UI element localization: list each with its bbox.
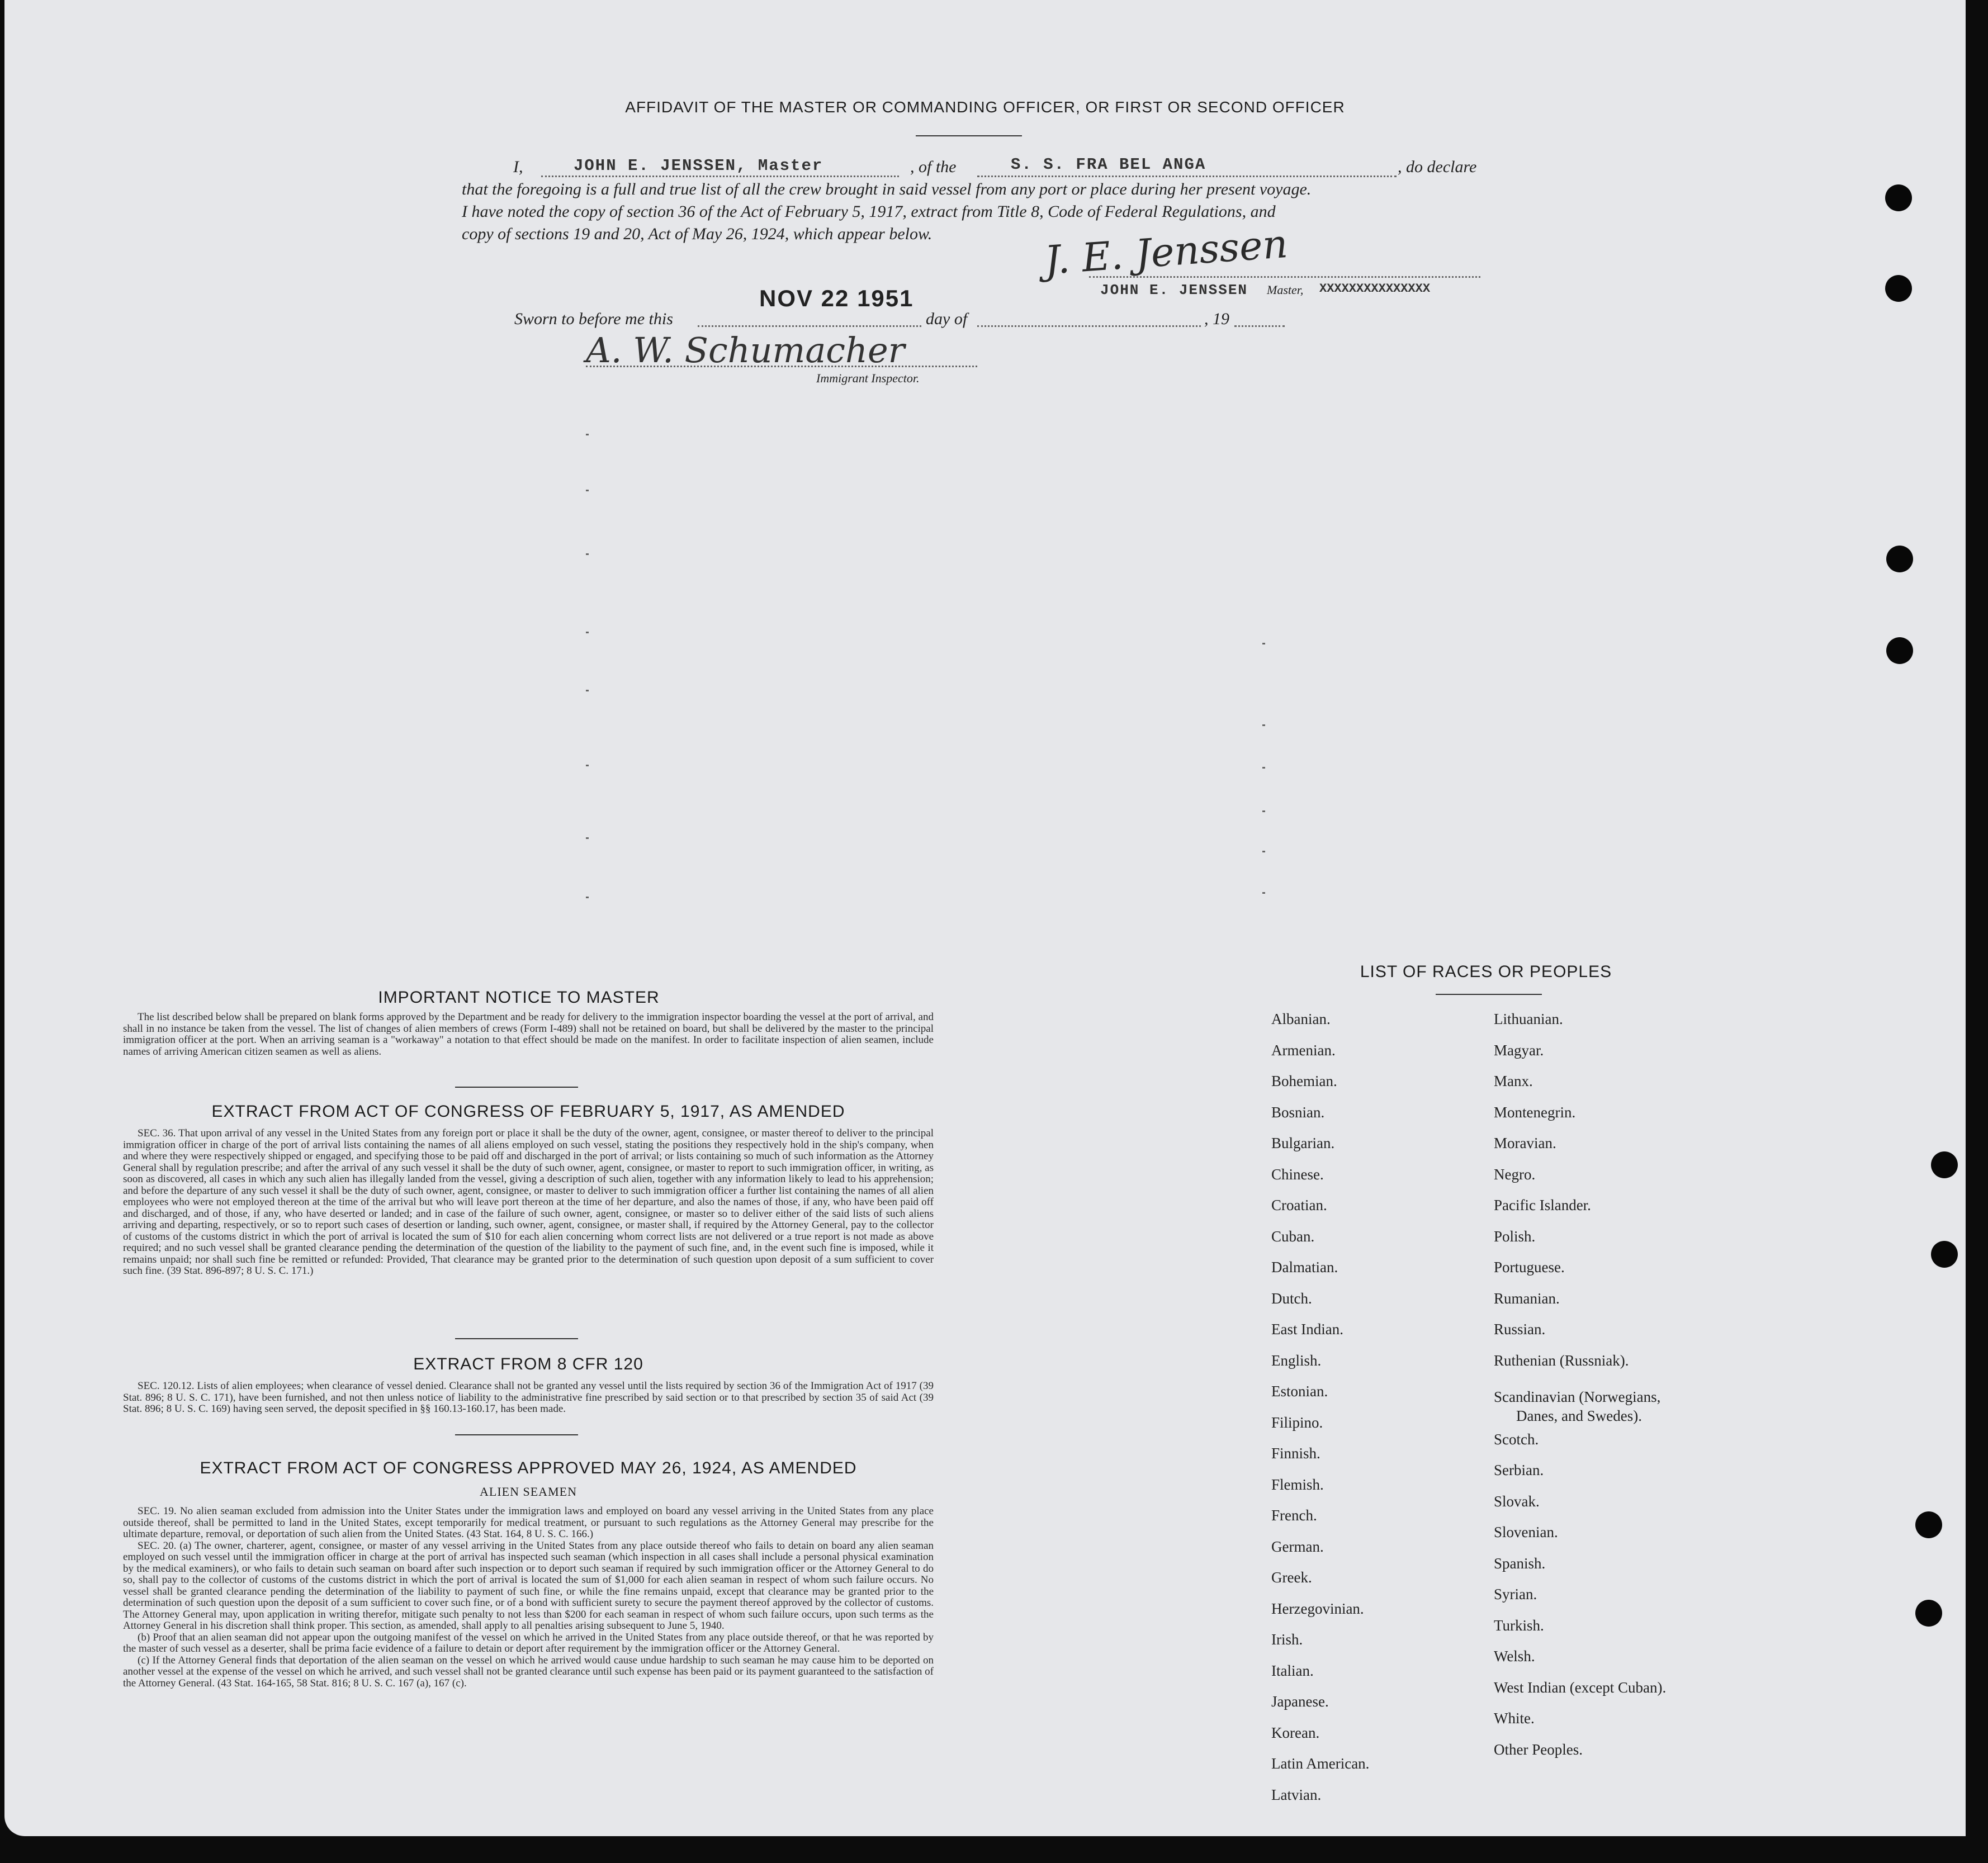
sworn-day-underline <box>698 325 921 327</box>
race-item: Lithuanian. <box>1494 1011 1563 1027</box>
scan-speck <box>1262 851 1265 852</box>
sworn-label: Sworn to before me this <box>514 310 673 328</box>
race-item: Negro. <box>1494 1166 1536 1183</box>
binder-hole <box>1915 1600 1942 1627</box>
race-item: Serbian. <box>1494 1462 1544 1478</box>
document-page <box>4 0 1966 1836</box>
race-item: Moravian. <box>1494 1135 1556 1151</box>
extract-cfr-title: EXTRACT FROM 8 CFR 120 <box>413 1355 643 1373</box>
master-signature: J. E. Jenssen <box>1043 220 1289 284</box>
signature-underline <box>1089 276 1480 278</box>
race-item: Rumanian. <box>1494 1290 1560 1307</box>
year-label: , 19 <box>1204 310 1229 328</box>
races-divider <box>1436 994 1542 995</box>
section-divider <box>455 1434 578 1435</box>
race-item: Dalmatian. <box>1271 1259 1338 1276</box>
title-divider <box>916 135 1022 136</box>
i-label: I, <box>513 158 523 176</box>
race-item: Manx. <box>1494 1073 1533 1089</box>
race-item: Pacific Islander. <box>1494 1197 1591 1213</box>
inspector-signature: A. W. Schumacher <box>586 330 905 371</box>
race-item: Welsh. <box>1494 1648 1535 1665</box>
race-item: Korean. <box>1271 1724 1320 1741</box>
inspector-title: Immigrant Inspector. <box>816 371 920 385</box>
race-item: English. <box>1271 1352 1322 1369</box>
races-title: LIST OF RACES OR PEOPLES <box>1360 963 1612 981</box>
declaration-line-1: that the foregoing is a full and true list of all the crew brought in said vessel from any port or place during her present voyage. <box>462 180 1312 198</box>
alien-seamen-subtitle: ALIEN SEAMEN <box>480 1485 577 1499</box>
race-item: Ruthenian (Russniak). <box>1494 1352 1629 1369</box>
race-item: Dutch. <box>1271 1290 1312 1307</box>
race-item: Albanian. <box>1271 1011 1331 1027</box>
scan-speck <box>1262 892 1265 894</box>
race-item: Danes, and Swedes). <box>1516 1407 1642 1424</box>
race-item: Russian. <box>1494 1321 1546 1338</box>
extract-1917-text <box>123 1128 934 1277</box>
declaration-line-3: copy of sections 19 and 20, Act of May 26, 1924, which appear below. <box>462 225 933 243</box>
extract-1924-text <box>123 1506 934 1689</box>
race-item: Bulgarian. <box>1271 1135 1335 1151</box>
race-item: Italian. <box>1271 1662 1314 1679</box>
notice-text <box>123 1012 934 1058</box>
race-item: Bosnian. <box>1271 1104 1325 1121</box>
year-underline <box>1234 325 1285 327</box>
sec20a-paragraph: SEC. 20. (a) The owner, charterer, agent, consignee, or master of any vessel arriving in the United States from any place outside thereof who fails to detain on board any alien seaman employed on such vessel until the immigration officer in charge at the port of arrival has inspected such seaman (which inspection in all cases shall include a personal physical examination by the medical examiners), or who fails to detain such seaman on board after such inspection or to deport such seaman if required by such immigration officer or the Attorney General to do so, shall pay to the collector of customs of the customs district in which the port of arrival is located the sum of $1,000 for each alien seaman in respect of whom such failure occurs. No vessel shall be granted clearance pending the determination of the liability to payment of such fine, or while the fine remains unpaid, except that clearance may be granted prior to the determination of such question upon the deposit of a sum sufficient to cover such fine, or of a bond with sufficient surety to secure the payment thereof approved by the collector of customs. The Attorney General may, upon application in writing therefor, mitigate such penalty to not less than $200 for each seaman in respect of whom such failure occurs, upon such terms as the Attorney General in his discretion shall think proper. This section, as amended, shall apply to all penalties arising subsequent to June 5, 1940. <box>123 1539 934 1632</box>
race-item: Japanese. <box>1271 1693 1329 1710</box>
inspector-underline <box>586 366 977 367</box>
race-item: Slovenian. <box>1494 1524 1558 1540</box>
binder-hole <box>1886 637 1913 664</box>
binder-hole <box>1931 1151 1958 1178</box>
sworn-date-stamp: NOV 22 1951 <box>759 285 914 311</box>
race-item: Scandinavian (Norwegians, <box>1494 1388 1661 1405</box>
race-item: Cuban. <box>1271 1228 1315 1245</box>
scan-speck <box>1262 810 1265 812</box>
binder-hole <box>1931 1241 1958 1268</box>
binder-hole <box>1885 184 1912 211</box>
race-item: Syrian. <box>1494 1586 1537 1603</box>
master-name-underline <box>541 176 899 177</box>
extract-cfr-text <box>123 1381 934 1415</box>
extract-1917-title: EXTRACT FROM ACT OF CONGRESS OF FEBRUARY 5, 1917, AS AMENDED <box>211 1102 845 1121</box>
sec20b-paragraph: (b) Proof that an alien seaman did not appear upon the outgoing manifest of the vessel on which he arrived in the United States from any place outside thereof, or that he was reported by the master of such vessel as a deserter, shall be prima facie evidence of a failure to detain or deport after requirement by the immigration officer or the Attorney General. <box>123 1631 934 1655</box>
race-item: Spanish. <box>1494 1555 1546 1572</box>
scan-speck <box>1262 643 1265 644</box>
race-item: Slovak. <box>1494 1493 1540 1510</box>
race-item: Magyar. <box>1494 1042 1544 1059</box>
race-item: Flemish. <box>1271 1476 1324 1493</box>
vessel-name-underline <box>977 176 1397 177</box>
signer-struck-text: XXXXXXXXXXXXXXX <box>1319 282 1431 296</box>
race-item: Filipino. <box>1271 1414 1323 1431</box>
master-name-field: JOHN E. JENSSEN, Master <box>574 157 823 175</box>
vessel-name-field: S. S. FRA BEL ANGA <box>1011 155 1206 174</box>
race-item: Irish. <box>1271 1631 1303 1648</box>
race-item: German. <box>1271 1538 1324 1555</box>
affidavit-title: AFFIDAVIT OF THE MASTER OR COMMANDING OFFICER, OR FIRST OR SECOND OFFICER <box>625 98 1345 116</box>
scan-speck <box>586 434 589 435</box>
notice-title: IMPORTANT NOTICE TO MASTER <box>378 988 660 1007</box>
race-item: French. <box>1271 1507 1317 1524</box>
race-item: Latin American. <box>1271 1755 1370 1772</box>
scan-speck <box>586 897 589 898</box>
race-item: Herzegovinian. <box>1271 1600 1364 1617</box>
race-item: Turkish. <box>1494 1617 1544 1634</box>
race-item: Finnish. <box>1271 1445 1320 1462</box>
race-item: Croatian. <box>1271 1197 1327 1213</box>
signer-title: Master, <box>1267 283 1304 297</box>
scan-speck <box>586 690 589 691</box>
signer-typed-name: JOHN E. JENSSEN <box>1100 282 1248 298</box>
day-of-label: day of <box>926 310 968 328</box>
scan-speck <box>586 837 589 839</box>
scan-speck <box>1262 767 1265 769</box>
race-item: Latvian. <box>1271 1786 1322 1803</box>
race-item: White. <box>1494 1710 1535 1727</box>
scan-speck <box>1262 724 1265 726</box>
binder-hole <box>1885 275 1912 302</box>
race-item: Montenegrin. <box>1494 1104 1576 1121</box>
race-item: Bohemian. <box>1271 1073 1337 1089</box>
of-the-label: , of the <box>910 158 957 176</box>
race-item: Polish. <box>1494 1228 1536 1245</box>
race-item: Scotch. <box>1494 1431 1539 1448</box>
scan-speck <box>586 553 589 555</box>
scan-speck <box>586 765 589 766</box>
extract-1917-paragraph: SEC. 36. That upon arrival of any vessel in the United States from any foreign port or place it shall be the duty of the owner, agent, consignee, or master thereof to deliver to the principal immigration officer in charge of the port of arrival lists containing the names of all aliens employed on such vessel, stating the positions they respectively hold in the ship's company, when and where they were respectively shipped or engaged, and specifying those to be paid off and discharged in the port of arrival; or lists containing so much of such information as the Attorney General shall by regulation prescribe; and after the arrival of any such vessel it shall be the duty of such owner, agent, consignee, or master to report to such immigration officer, in writing, as soon as discovered, all cases in which any such alien has illegally landed from the vessel, giving a description of such alien, together with any information likely to lead to his apprehension; and before the departure of any such vessel it shall be the duty of such owner, agent, consignee, or master to deliver to such immigration officer a further list containing the names of all alien employees who were not employed thereon at the time of the arrival but who will leave port thereon at the time of her departure, and also the names of those, if any, who have been paid off and discharged, and of those, if any, who have deserted or landed; and in case of the failure of such owner, agent, consignee, or master so to deliver either of the said lists of such aliens arriving and departing, respectively, or so to report such cases of desertion or landing, such owner, agent, consignee, or master shall, if required by the Attorney General, pay to the collector of customs of the customs district in which the port of arrival is located the sum of $10 for each alien concerning whom correct lists are not delivered or a true report is not made as above required; and no such vessel shall be granted clearance pending the determination of the question of the liability to the payment of such fine, and, in the event such fine is imposed, while it remains unpaid; nor shall such fine be remitted or refunded: Provided, That clearance may be granted prior to the determination of such question upon deposit of a sum sufficient to cover such fine. (39 Stat. 896-897; 8 U. S. C. 171.) <box>123 1127 934 1277</box>
binder-hole <box>1915 1511 1942 1538</box>
race-item: Greek. <box>1271 1569 1312 1586</box>
extract-1924-title: EXTRACT FROM ACT OF CONGRESS APPROVED MAY 26, 1924, AS AMENDED <box>200 1459 857 1477</box>
section-divider <box>455 1338 578 1339</box>
declaration-line-2: I have noted the copy of section 36 of the Act of February 5, 1917, extract from Title 8, Code of Federal Regulations, and <box>462 202 1276 221</box>
binder-hole <box>1886 546 1913 572</box>
month-underline <box>977 325 1201 327</box>
race-item: East Indian. <box>1271 1321 1343 1338</box>
race-item: Estonian. <box>1271 1383 1328 1400</box>
section-divider <box>455 1087 578 1088</box>
race-item: West Indian (except Cuban). <box>1494 1679 1667 1696</box>
extract-cfr-paragraph: SEC. 120.12. Lists of alien employees; when clearance of vessel denied. Clearance shall not be granted any vessel until the lists required by section 36 of the Immigration Act of 1917 (39 Stat. 896; 8 U. S. C. 171), have been furnished, and not then unless notice of liability to the administrative fine prescribed by said section or to that prescribed by section 35 of said Act (39 Stat. 896; 8 U. S. C. 169) having seen served, the deposit specified in §§ 160.13-160.17, has been made. <box>123 1380 934 1415</box>
notice-paragraph: The list described below shall be prepared on blank forms approved by the Department and be ready for delivery to the immigration inspector boarding the vessel at the port of arrival, and shall in no instance be taken from the vessel. The list of changes of alien members of crews (Form I-489) shall not be retained on board, but shall be delivered by the master to the principal immigration officer at the port. When an arriving seaman is a "workaway" a notation to that effect should be made on the manifest. In order to facilitate inspection of alien seamen, include names of arriving American citizen seamen as well as aliens. <box>123 1011 934 1058</box>
race-item: Other Peoples. <box>1494 1741 1583 1758</box>
sec20c-paragraph: (c) If the Attorney General finds that deportation of the alien seaman on the vessel on which he arrived would cause undue hardship to such seaman he may cause him to be deported on another vessel at the expense of the vessel on which he arrived, and such vessel shall not be granted clearance until such expense has been paid or its payment guaranteed to the satisfaction of the Attorney General. (43 Stat. 164-165, 58 Stat. 816; 8 U. S. C. 167 (a), 167 (c). <box>123 1654 934 1689</box>
scan-speck <box>586 490 589 491</box>
race-item: Chinese. <box>1271 1166 1324 1183</box>
do-declare-label: , do declare <box>1398 158 1477 176</box>
race-item: Portuguese. <box>1494 1259 1565 1276</box>
race-item: Armenian. <box>1271 1042 1336 1059</box>
scan-speck <box>586 632 589 633</box>
sec19-paragraph: SEC. 19. No alien seaman excluded from admission into the Uniter States under the immigration laws and employed on board any vessel arriving in the United States from any place outside thereof, shall be permitted to land in the United States, except temporarily for medical treatment, or pursuant to such regulations as the Attorney General may prescribe for the ultimate departure, removal, or deportation of such alien from the United States. (43 Stat. 164, 8 U. S. C. 166.) <box>123 1505 934 1540</box>
